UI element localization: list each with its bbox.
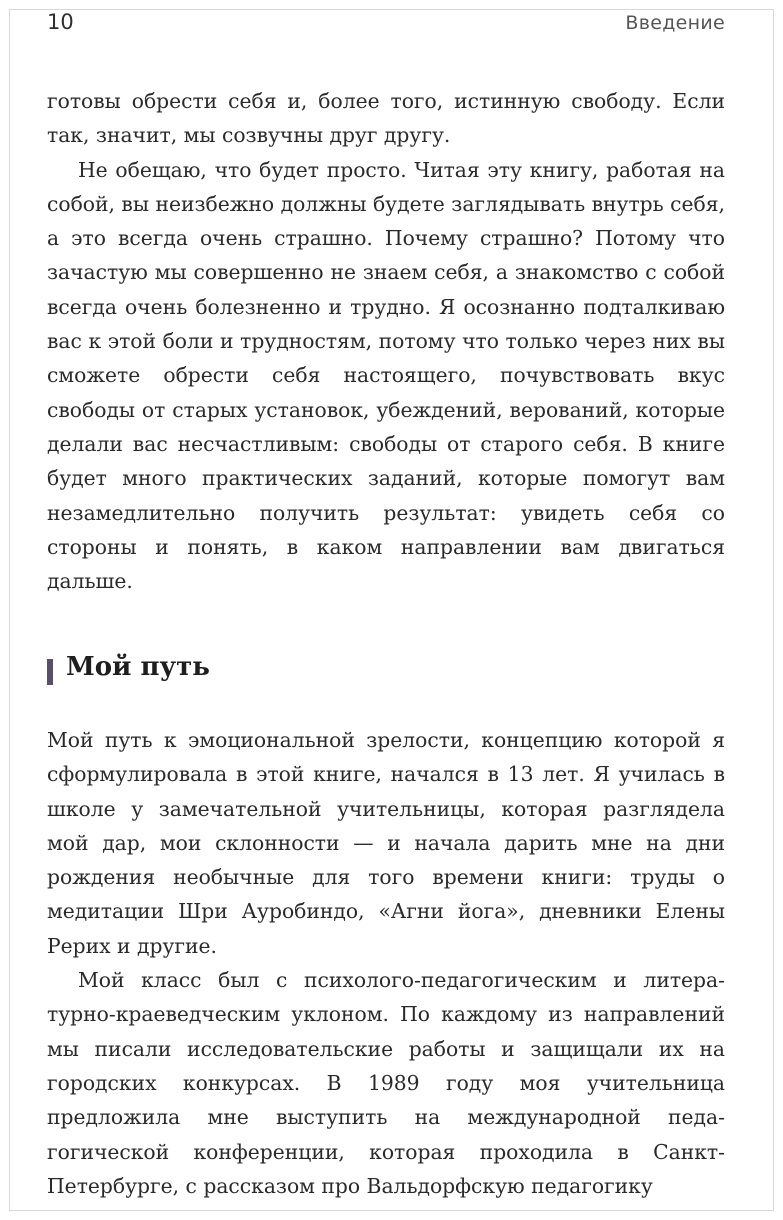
running-header bbox=[47, 8, 725, 44]
paragraph: Не обещаю, что будет просто. Читая эту книгу, работая на собой, вы неизбежно должны будете заглядывать внутрь себя, а это всегда очень страшно. Почему страшно? Потому что зачастую мы совершенно не знаем себя, а знакомство с собой всегда очень болезненно и трудно. Я осознанно подталкиваю вас к этой боли и трудностям, потому что только через них вы сможете обрести себя настоящего, почувствовать вкус свободы от старых установок, убеждений, верований, которые делали вас несчастливым: свободы от старого себя. В книге будет много практических заданий, которые помогут вам незамедлительно получить результат: увидеть себя со стороны и понять, в каком направлении вам двигаться дальше. bbox=[47, 157, 725, 594]
section-text bbox=[47, 723, 725, 1203]
heading-accent-bar bbox=[47, 659, 53, 685]
paragraph: Мой класс был с психолого-педагогическим и литературно-краеведческим уклоном. По каждому из направлений мы писали исследовательские работы и защищали их на городских конкурсах. В 1989 году моя учительница предложила мне выступить на международной педагогической конференции, которая проходила в Санкт-Петербурге, с рассказом про Вальдорфскую педагогику bbox=[47, 968, 725, 1198]
intro-text bbox=[47, 84, 725, 598]
chapter-title: Введение bbox=[625, 12, 725, 34]
page-number: 10 bbox=[47, 10, 74, 34]
paragraph: готовы обрести себя и, более того, истинную свободу. Если так, значит, мы созвучны друг другу. bbox=[47, 89, 725, 148]
paragraph: Мой путь к эмоциональной зрелости, концепцию которой я сформулировала в этой книге, начался в 13 лет. Я училась в школе у замечательной учительницы, которая разглядела мой дар, мои склонности — и начала дарить мне на дни рождения необычные для того времени книги: труды о медитации Шри Ауробиндо, «Агни йога», дневники Елены Рерих и другие. bbox=[47, 728, 725, 958]
section-title: Мой путь bbox=[66, 652, 210, 682]
